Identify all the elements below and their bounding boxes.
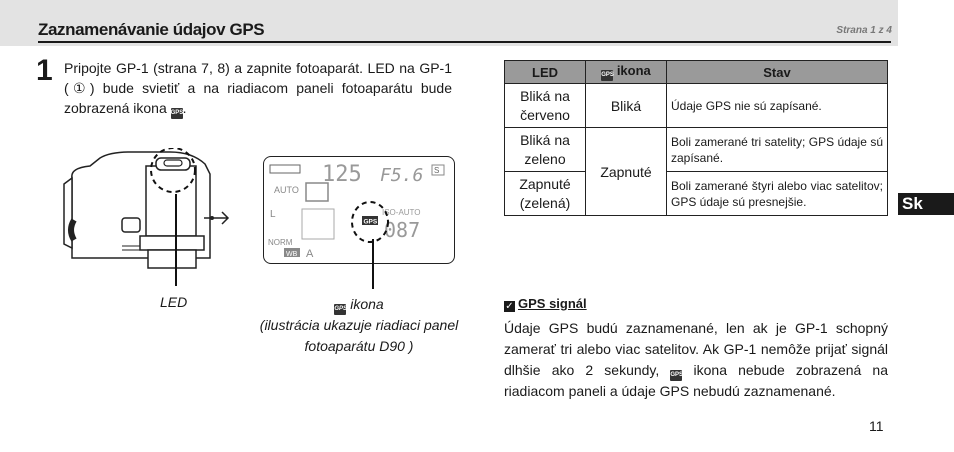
- col-header-icon: [586, 61, 667, 84]
- table-header-row: [505, 61, 888, 84]
- checkmark-icon: ✓: [505, 301, 514, 312]
- led-cell: Zapnuté (zelená): [505, 172, 586, 216]
- icon-cell: Zapnuté: [586, 128, 667, 216]
- table-row: [505, 84, 888, 128]
- lcd-graphic: [264, 157, 454, 263]
- col-header-led: LED: [505, 61, 586, 84]
- wb-label: WB: [286, 251, 298, 258]
- ikona-callout-line: [372, 239, 374, 289]
- step-text-end: .: [182, 100, 187, 116]
- gps-icon: GPS: [171, 108, 183, 119]
- step-text-2: ) bude svietiť a na riadiacom paneli fotoaparátu bude zobrazená ikona: [64, 80, 452, 116]
- caption-gps-icon: GPS: [334, 304, 346, 315]
- lcd-count: 087: [384, 218, 421, 242]
- iso-auto-label: ISO-AUTO: [382, 208, 421, 217]
- s-mark: S: [434, 166, 440, 175]
- stav-cell: Boli zamerané štyri alebo viac satelitov; GPS údaje sú presnejšie.: [667, 172, 888, 216]
- table-row: [505, 128, 888, 172]
- circled-one: ①: [68, 80, 90, 96]
- ikona-caption: [254, 294, 464, 357]
- step-number: 1: [36, 54, 53, 87]
- stav-cell: Boli zamerané tri satelity; GPS údaje sú zapísané.: [667, 128, 888, 172]
- ikona-caption-line2: (ilustrácia ukazuje riadiaci panel fotoaparátu D90 ): [259, 317, 459, 354]
- gps-status-table: [504, 60, 888, 216]
- auto-label: AUTO: [274, 185, 299, 195]
- header-gps-icon: GPS: [601, 70, 613, 81]
- note-text-1: Údaje GPS budú zaznamenané, len ak je GP-1 schopný zamerať tri alebo viac satelitov. Ak GP-1 nemôže prijať signál dlhšie ako 2 sekundy,: [504, 320, 888, 378]
- language-tab: Sk: [898, 193, 954, 215]
- step-instruction: [64, 58, 452, 119]
- note-text: [504, 318, 888, 402]
- led-cell: Bliká na červeno: [505, 84, 586, 128]
- note-gps-icon: GPS: [670, 370, 682, 381]
- lcd-aperture: F5.6: [380, 165, 424, 186]
- lcd-shutter: 125: [322, 162, 362, 187]
- l-label: L: [270, 209, 276, 220]
- ikona-caption-text: ikona: [346, 296, 384, 312]
- lcd-gps-icon: GPS: [363, 218, 378, 226]
- step-text-1: Pripojte GP-1 (strana 7, 8) a zapnite fotoaparát. LED na GP-1 (: [64, 60, 452, 96]
- note-title: [504, 296, 587, 312]
- ikona-caption-line1: [254, 294, 464, 315]
- header-rule: [38, 41, 891, 43]
- a-label: A: [306, 248, 314, 260]
- led-callout-line: [175, 194, 177, 286]
- page-reference: Strana 1 z 4: [836, 25, 892, 36]
- page-number: 11: [869, 418, 884, 434]
- stav-cell: Údaje GPS nie sú zapísané.: [667, 84, 888, 128]
- led-cell: Bliká na zeleno: [505, 128, 586, 172]
- col-header-stav: Stav: [667, 61, 888, 84]
- camera-gp1-illustration: [60, 148, 230, 278]
- control-panel-lcd: [263, 156, 455, 264]
- icon-cell: Bliká: [586, 84, 667, 128]
- table-row: [505, 172, 888, 216]
- led-caption: LED: [160, 294, 188, 310]
- norm-label: NORM: [268, 238, 293, 247]
- col-header-icon-text: ikona: [613, 63, 651, 78]
- note-text-2: ikona nebude zobrazená na riadiacom paneli a údaje GPS nebudú zaznamenané.: [504, 362, 888, 399]
- note-title-text: GPS signál: [518, 296, 587, 311]
- page-title: Zaznamenávanie údajov GPS: [38, 20, 265, 39]
